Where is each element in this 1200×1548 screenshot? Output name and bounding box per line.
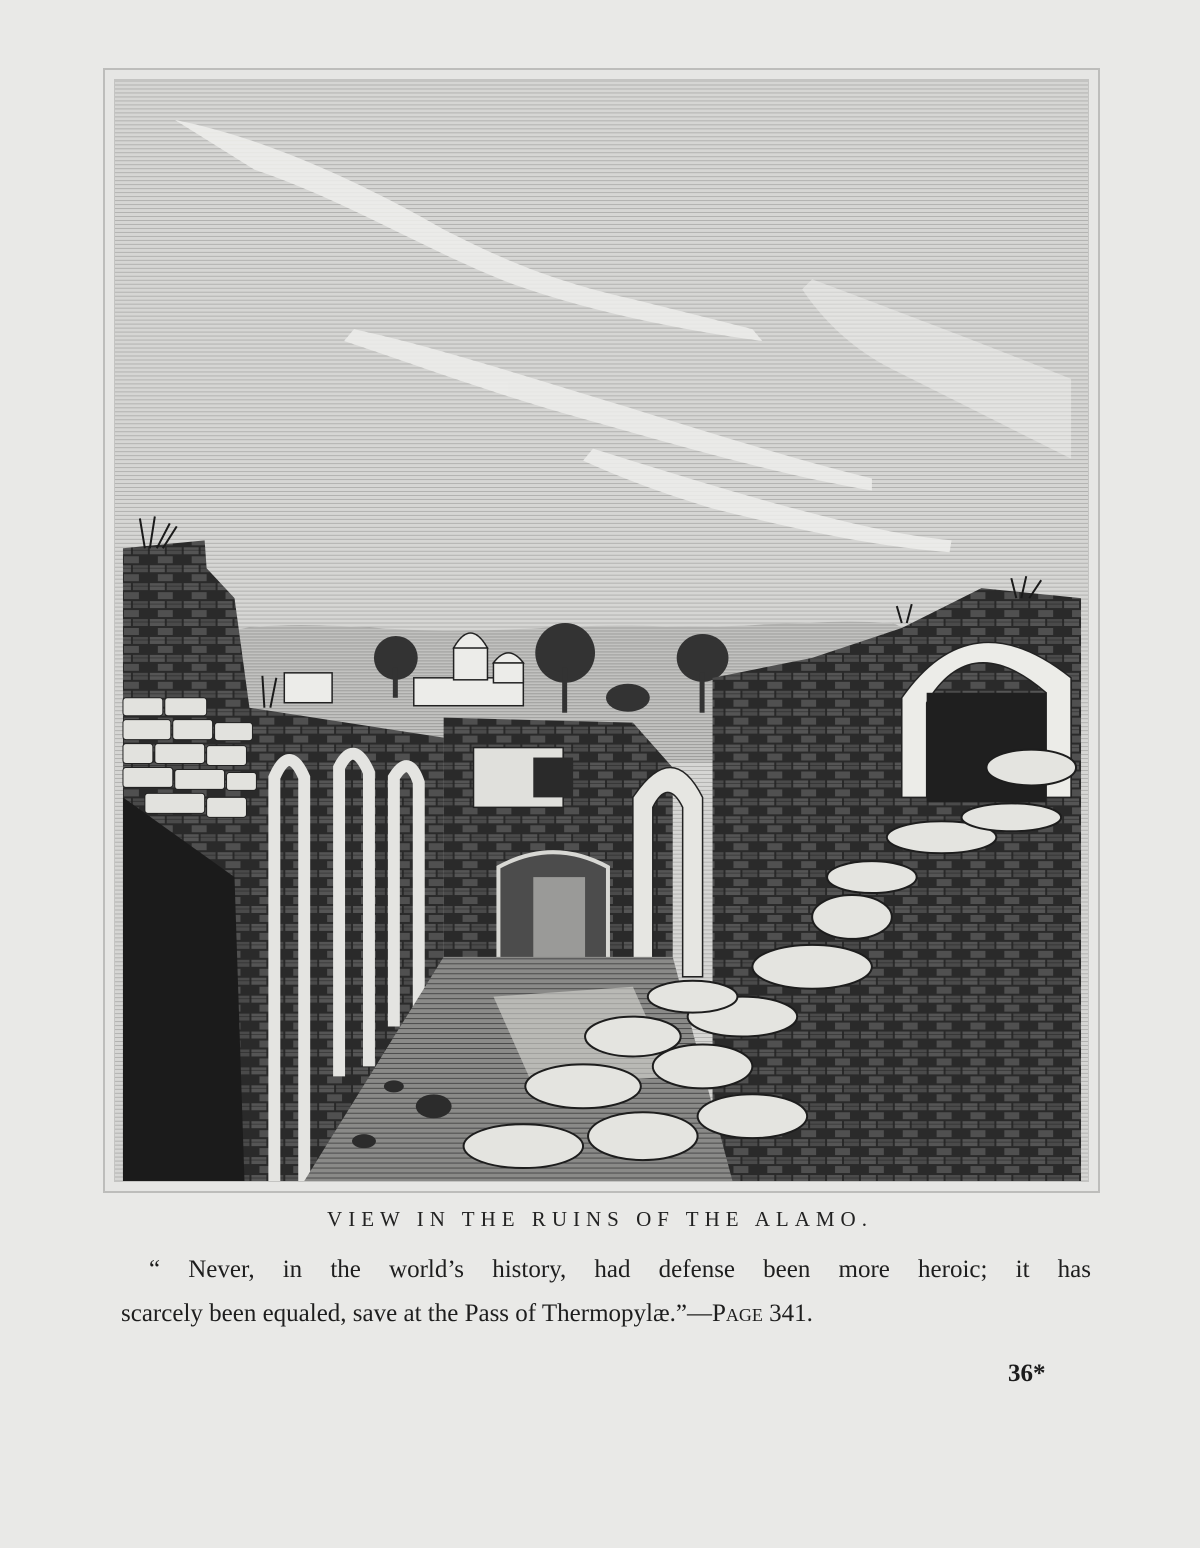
quote-line-2-text: scarcely been equaled, save at the Pass of Thermopylæ.”— — [121, 1300, 713, 1327]
page-reference: Page 341. — [712, 1300, 813, 1327]
quote-line-1: “ Never, in the world’s history, had defense been more heroic; it has — [149, 1256, 1091, 1283]
engraving-frame — [114, 79, 1089, 1182]
plate-caption: VIEW IN THE RUINS OF THE ALAMO. — [327, 1207, 873, 1231]
quote-line-2 — [121, 1292, 1091, 1336]
page-folio: 36* — [1008, 1360, 1046, 1387]
caption-quote — [121, 1248, 1091, 1336]
engraving-plate — [103, 68, 1100, 1193]
alamo-ruins-engraving — [115, 80, 1088, 1181]
